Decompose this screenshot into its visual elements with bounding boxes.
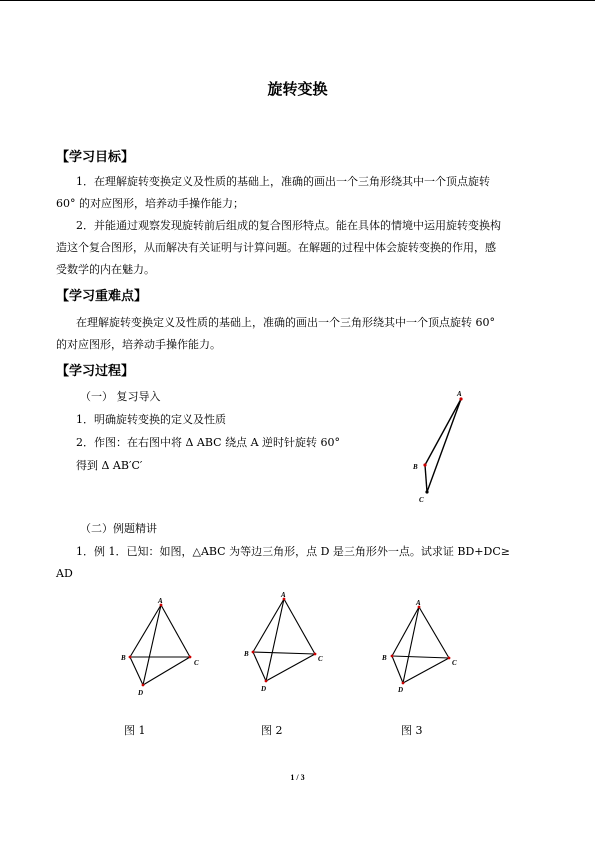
label-c: C xyxy=(318,655,323,663)
vertex-c-dot xyxy=(189,656,192,659)
edge-bc xyxy=(425,465,427,492)
goal-2-line-3: 受数学的内在魅力。 xyxy=(56,263,155,276)
edge-cd xyxy=(403,658,449,683)
edge-bd xyxy=(130,657,143,685)
vertex-d-dot xyxy=(142,684,145,687)
label-c: C xyxy=(194,659,199,667)
review-title: （一） 复习导入 xyxy=(80,390,161,403)
top-rule xyxy=(0,0,595,1)
edge-cd xyxy=(266,654,315,681)
goal-2-line-1: 2．并能通过观察发现旋转前后组成的复合图形特点。能在具体的情境中运用旋转变换构 xyxy=(76,219,501,232)
edge-ac xyxy=(419,607,449,658)
label-d: D xyxy=(138,689,144,697)
label-b: B xyxy=(121,654,126,662)
section-heading-process: 【学习过程】 xyxy=(56,364,135,379)
vertex-b-dot xyxy=(252,651,255,654)
edge-ad xyxy=(266,599,284,681)
vertex-b-dot xyxy=(423,463,426,466)
review-item-2: 2．作图：在右图中将 Δ ABC 绕点 A 逆时针旋转 60° xyxy=(76,436,341,449)
label-a: A xyxy=(416,599,421,607)
edge-ab xyxy=(130,605,161,657)
edge-cd xyxy=(143,657,190,685)
vertex-c-dot xyxy=(448,657,451,660)
vertex-b-dot xyxy=(129,656,132,659)
edge-bd xyxy=(253,652,266,681)
review-item-1: 1．明确旋转变换的定义及性质 xyxy=(76,413,226,426)
vertex-d-dot xyxy=(265,680,268,683)
edge-bc xyxy=(392,656,449,658)
label-b: B xyxy=(244,650,249,658)
label-b: B xyxy=(382,654,387,662)
label-b: B xyxy=(413,463,418,471)
vertex-c-dot xyxy=(314,653,317,656)
review-triangle-figure xyxy=(405,386,475,506)
edge-ac xyxy=(284,599,315,654)
example-1-line-1: 1．例 1．已知：如图，△ABC 为等边三角形，点 D 是三角形外一点。试求证 BD+DC≥ xyxy=(76,545,510,558)
edge-ac xyxy=(161,605,190,657)
label-a: A xyxy=(281,591,286,599)
edge-bd xyxy=(392,656,403,683)
section-heading-goals: 【学习目标】 xyxy=(56,150,135,165)
edge-bc xyxy=(253,652,315,654)
section-heading-key-points: 【学习重难点】 xyxy=(56,289,148,304)
figure-2 xyxy=(238,589,328,699)
edge-ad xyxy=(403,607,419,683)
figure-3-caption: 图 3 xyxy=(401,724,423,737)
goal-1-line-1: 1．在理解旋转变换定义及性质的基础上，准确的画出一个三角形绕其中一个顶点旋转 xyxy=(76,175,490,188)
edge-ad xyxy=(143,605,161,685)
vertex-b-dot xyxy=(391,655,394,658)
label-a: A xyxy=(457,390,462,398)
label-d: D xyxy=(398,686,404,694)
figure-1 xyxy=(115,595,205,700)
key-line-1: 在理解旋转变换定义及性质的基础上，准确的画出一个三角形绕其中一个顶点旋转 60° xyxy=(76,316,495,329)
example-1-line-2: AD xyxy=(56,567,73,580)
page-number: 1 / 3 xyxy=(290,773,305,782)
key-line-2: 的对应图形，培养动手操作能力。 xyxy=(56,338,221,351)
edge-ab xyxy=(392,607,419,656)
goal-2-line-2: 造这个复合图形，从而解决有关证明与计算问题。在解题的过程中体会旋转变换的作用，感 xyxy=(56,241,496,254)
edge-ac xyxy=(427,399,461,492)
label-a: A xyxy=(158,597,163,605)
example-title: （二）例题精讲 xyxy=(80,522,157,535)
vertex-c-dot xyxy=(425,490,428,493)
vertex-d-dot xyxy=(402,682,405,685)
label-c: C xyxy=(419,496,424,504)
edge-ab xyxy=(253,599,284,652)
page-title: 旋转变换 xyxy=(267,80,328,98)
goal-1-line-2: 60° 的对应图形，培养动手操作能力； xyxy=(56,197,244,210)
figure-2-caption: 图 2 xyxy=(261,724,283,737)
edge-ab xyxy=(425,399,461,465)
label-d: D xyxy=(261,685,267,693)
review-item-3: 得到 Δ AB′C′ xyxy=(76,459,143,472)
label-c: C xyxy=(452,659,457,667)
figure-3 xyxy=(376,597,466,697)
figure-1-caption: 图 1 xyxy=(124,724,146,737)
